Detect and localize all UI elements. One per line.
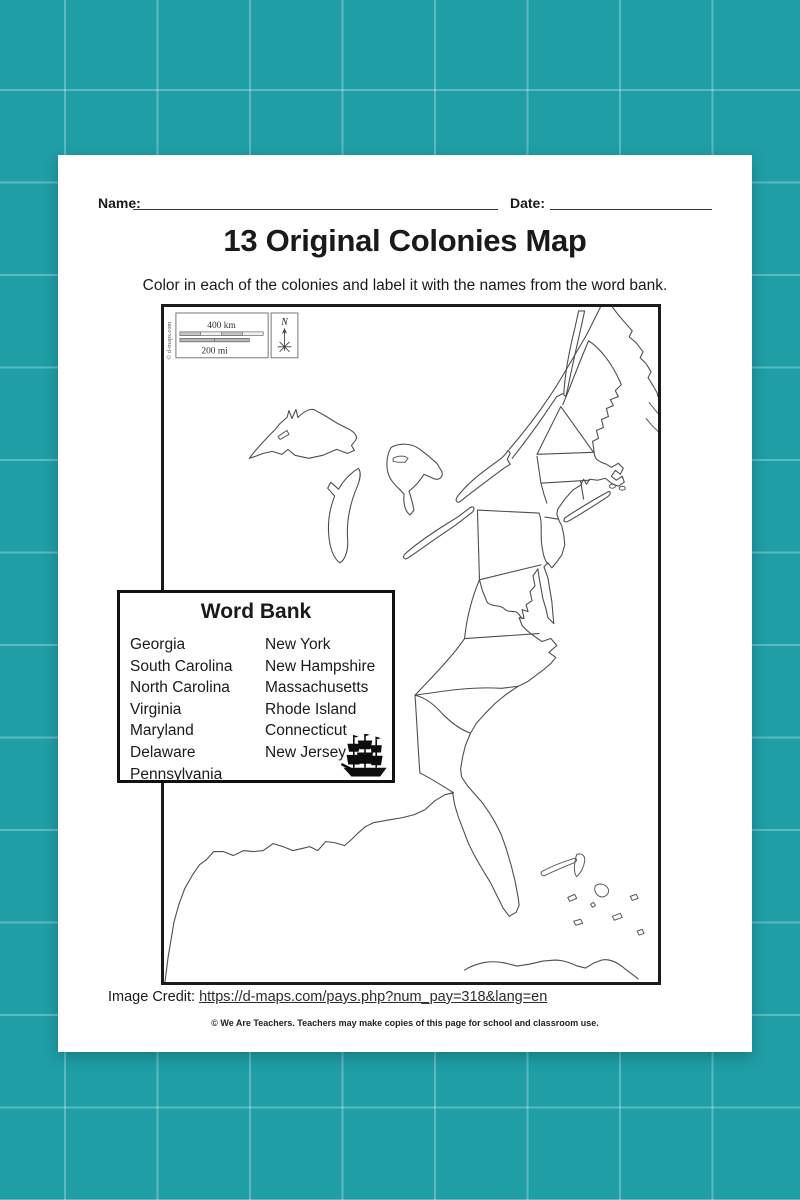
nova-scotia-sliver — [649, 403, 658, 414]
name-blank-line[interactable] — [133, 209, 498, 210]
compass-north-label: N — [281, 316, 288, 328]
image-credit-link[interactable]: https://d-maps.com/pays.php?num_pay=318&lang=en — [199, 989, 548, 1005]
word-bank-item: Virginia — [130, 700, 182, 718]
bahamas-islet-3 — [612, 913, 622, 920]
nova-scotia-sliver2 — [646, 419, 658, 432]
nantucket — [619, 486, 625, 490]
new-york-connecticut-border — [541, 483, 547, 503]
new-brunswick-coast — [612, 307, 658, 397]
new-york-pennsylvania-border — [477, 510, 539, 513]
word-bank-item: Delaware — [130, 743, 196, 761]
word-bank-item: Massachusetts — [265, 679, 369, 697]
word-bank-item: New York — [265, 636, 331, 653]
marthas-vineyard — [609, 484, 615, 488]
great-lakes — [249, 409, 510, 562]
lake-huron — [387, 444, 442, 515]
word-bank-item: Connecticut — [265, 722, 347, 740]
date-label: Date: — [510, 195, 546, 211]
copyright-text: © We Are Teachers. Teachers may make copies of this page for school and classroom use. — [211, 1018, 599, 1028]
bahamas-island-2 — [574, 854, 584, 877]
scale-km-label: 400 km — [207, 320, 236, 331]
word-bank-column-1 — [130, 634, 262, 785]
bahamas-islet-4 — [630, 894, 638, 900]
virginia-west-border — [465, 580, 480, 639]
word-bank-item: Maryland — [130, 722, 194, 740]
massachusetts-borders — [537, 456, 590, 483]
page-title: 13 Original Colonies Map — [223, 223, 587, 258]
lake-michigan — [328, 468, 361, 563]
canada-coast — [509, 307, 658, 458]
dmaps-vertical-credit: © d-maps.com — [165, 321, 173, 360]
bahamas-islet-2 — [574, 919, 583, 925]
word-bank-item: New Hampshire — [265, 657, 376, 675]
delaware-river-border — [539, 513, 548, 564]
lake-ontario — [456, 450, 510, 502]
bahamas-islet-5 — [637, 929, 644, 935]
colony-borders — [415, 341, 610, 793]
lake-erie — [404, 507, 474, 559]
map-scale-box — [176, 313, 268, 358]
bahamas-islet-1 — [568, 894, 577, 901]
lake-superior — [249, 409, 356, 458]
north-carolina-west-border — [415, 639, 465, 696]
word-bank-item: Georgia — [130, 636, 186, 653]
pennsylvania-west-border — [477, 510, 479, 580]
st-lawrence-north-bank — [509, 307, 600, 449]
maryland-potomac-border — [479, 580, 522, 619]
word-bank-box — [117, 590, 395, 783]
st-lawrence-south-bank — [512, 394, 563, 459]
word-bank-item: North Carolina — [130, 679, 230, 697]
compass-rose — [271, 313, 298, 358]
scale-mi-label: 200 mi — [201, 346, 228, 357]
word-bank-item: Pennsylvania — [130, 765, 223, 783]
name-label: Name: — [98, 195, 141, 211]
virginia-north-carolina-border — [465, 634, 539, 639]
image-credit-label: Image Credit: — [108, 989, 196, 1005]
savannah-river-border — [415, 695, 471, 733]
georgia-florida-border — [420, 773, 454, 793]
ship-icon — [341, 734, 389, 779]
pennsylvania-south-border — [479, 565, 541, 580]
isle-royale — [278, 430, 289, 439]
cuba-coast — [465, 960, 639, 979]
word-bank-title: Word Bank — [200, 600, 312, 623]
bahamas-island-3 — [595, 884, 609, 897]
page-subtitle: Color in each of the colonies and label it with the names from the word bank. — [142, 277, 668, 294]
word-bank-item: New Jersey — [265, 743, 346, 761]
bahamas-island-1 — [541, 858, 576, 875]
image-credit-line — [108, 989, 547, 1005]
word-bank-item: South Carolina — [130, 657, 233, 675]
long-island — [564, 492, 610, 522]
georgia-west-border — [415, 695, 420, 773]
date-blank-line[interactable] — [550, 209, 712, 210]
islands — [465, 484, 645, 979]
worksheet-page — [58, 155, 752, 1052]
north-south-carolina-border — [415, 686, 518, 695]
connecticut-rhode-island-border — [581, 481, 584, 499]
new-jersey-north-border — [545, 517, 558, 519]
lake-champlain — [564, 311, 585, 397]
manitoulin-island — [393, 456, 408, 462]
bahamas-islet-6 — [591, 902, 596, 907]
word-bank-item: Rhode Island — [265, 700, 357, 718]
